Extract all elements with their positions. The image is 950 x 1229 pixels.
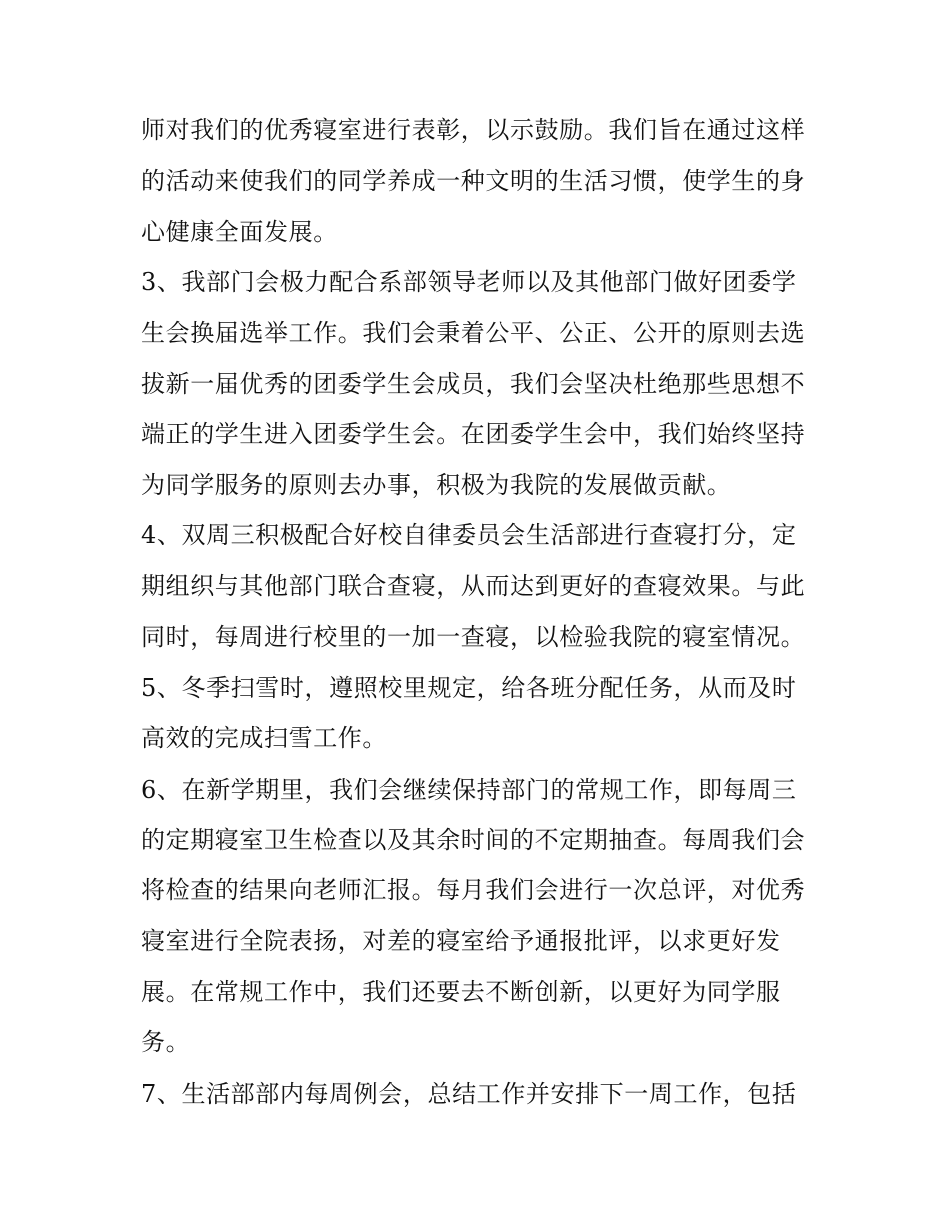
text-line: 务。 [141,1028,191,1056]
text-line: 同时，每周进行校里的一加一查寝，以检验我院的寝室情况。 [141,623,806,651]
text-line: 展。在常规工作中，我们还要去不断创新，以更好为同学服 [141,978,781,1006]
text-line: 5、冬季扫雪时，遵照校里规定，给各班分配任务，从而及时 [141,674,797,702]
text-line: 为同学服务的原则去办事，积极为我院的发展做贡献。 [141,471,732,499]
text-line: 寝室进行全院表扬，对差的寝室给予通报批评，以求更好发 [141,927,781,955]
text-line: 将检查的结果向老师汇报。每月我们会进行一次总评，对优秀 [141,876,806,904]
text-line: 的活动来使我们的同学养成一种文明的生活习惯，使学生的身 [141,167,806,195]
text-line: 期组织与其他部门联合查寝，从而达到更好的查寝效果。与此 [141,572,806,600]
text-line: 3、我部门会极力配合系部领导老师以及其他部门做好团委学 [141,268,797,296]
text-line: 生会换届选举工作。我们会秉着公平、公正、公开的原则去选 [141,319,806,347]
text-line: 拔新一届优秀的团委学生会成员，我们会坚决杜绝那些思想不 [141,370,806,398]
text-line: 4、双周三积极配合好校自律委员会生活部进行查寝打分，定 [141,521,797,549]
text-line: 心健康全面发展。 [141,218,338,246]
text-line: 的定期寝室卫生检查以及其余时间的不定期抽查。每周我们会 [141,826,806,854]
text-line: 6、在新学期里，我们会继续保持部门的常规工作，即每周三 [141,776,797,804]
text-line: 7、生活部部内每周例会，总结工作并安排下一周工作，包括 [141,1080,797,1108]
text-line: 高效的完成扫雪工作。 [141,724,387,752]
text-line: 端正的学生进入团委学生会。在团委学生会中，我们始终坚持 [141,420,806,448]
text-line: 师对我们的优秀寝室进行表彰，以示鼓励。我们旨在通过这样 [141,116,806,144]
